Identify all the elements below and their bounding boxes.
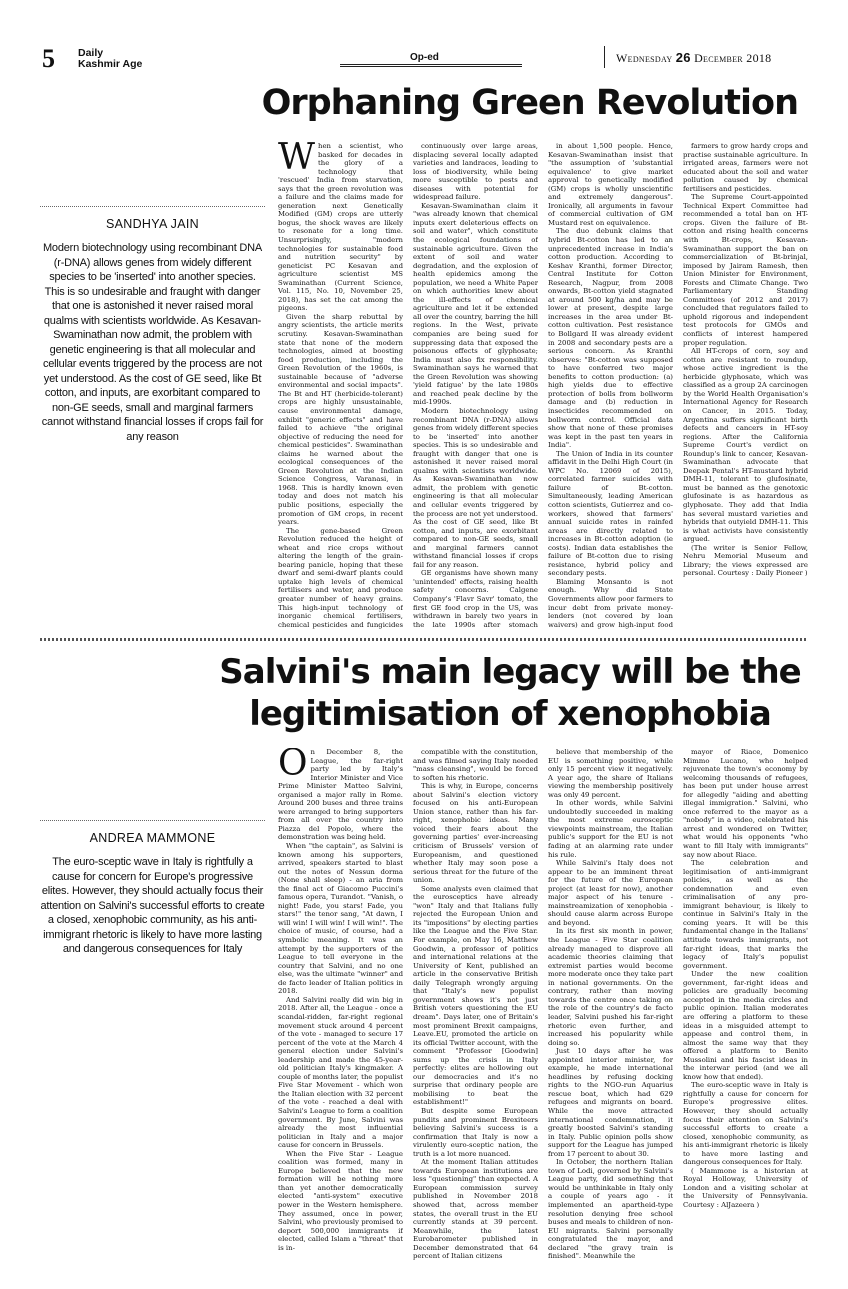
newspaper-name-line2: Kashmir Age <box>78 58 143 70</box>
body-paragraph: All HT-crops of corn, soy and cotton are resistant to roundup, whose active ingredient is the herbicide glyphosate, which was classified as a group 2A carcinogen by the World Health Organisation's International Agency for Research on Cancer, in 2015. Today, Argentina suffers significant birth defects and cancers in HT-soy regions. After the California Supreme Court's verdict on Roundup's link to cancer, Kesavan-Swaminathan advocate that Deepak Pental's HT-mustard hybrid DMH-11, tolerant to glufosinate, must be banned as the genotoxic glufosinate is as hazardous as glyphosate. They add that India has several mustard varieties and hybrids that outyield DMH-11. This is what activists have consistently argued. <box>683 347 808 544</box>
issue-year: 2018 <box>746 51 772 65</box>
article1-author: SANDHYA JAIN <box>106 217 199 231</box>
article2-dropcap: O <box>278 748 308 784</box>
body-paragraph: While Salvini's Italy does not appear to be an imminent threat for the future of the European project (at least for now), another major aspect of his tenure - mainstreamization of xenophobia - should cause alarm across Europe and beyond. <box>548 859 673 927</box>
body-paragraph: believe that membership of the EU is something positive, while only 15 percent view it negatively. A year ago, the share of Italians viewing the membership positively was only 49 percent. <box>548 748 673 799</box>
body-paragraph: Blaming Monsanto is not enough. Why did State Governments allow poor farmers to incur debt from private money-lenders (not covered by loan waivers) and grow high-input food <box>548 577 673 629</box>
body-paragraph: in about 1,500 people. Hence, Kesavan-Swaminathan insist that "the assumption of 'substantial equivalence' to give market approval to genetically modified (GM) crops is wholly unscientific and extremely dangerous". Ironically, all arguments in favour of commercial cultivation of GM Mustard rest on equivalence. <box>548 142 673 227</box>
article2-column <box>278 748 403 1276</box>
article1-deck: Modern biotechnology using recombinant DNA (r-DNA) allows genes from widely different species to be 'inserted' into another species. This is so undesirable and fraught with danger that one is astonished it never raised moral qualms with scientists worldwide. As Kesavan-Swaminathan now admit, the problem with genetic engineering is that all molecular and cellular events triggered by the process are not yet understood. As the cost of GE seed, like Bt cotton, and inputs, are exorbitant compared to non-GE seeds, small and marginal farmers cannot withstand financial losses if crops fail for any reason <box>41 242 264 443</box>
body-paragraph: When "the captain", as Salvini is known among his supporters, arrived, speakers started to blast out the notes of Nessun dorma (None shall sleep) - an aria from the final act of Giacomo Puccini's famous opera, Turandot. "Vanish, o night! Fade, you stars! Fade, you stars!" the tenor sang, "At dawn, I will win! I will win! I will win!". The choice of music, of course, had a symbolic meaning. It was an attempt by the supporters of the League to tell everyone in the country that Salvini, and no one else, was the ultimate "winner" and de facto leader of Italian politics in 2018. <box>278 842 403 996</box>
body-paragraph: The gene-based Green Revolution reduced the height of wheat and rice crops without altering the length of the grain-bearing panicle, hoping that these dwarf and semi-dwarf plants could uptake high levels of chemical fertilisers and water, and produce greater number of heavy grains. This high-input technology of inorganic chemical fertilisers, chemical pesticides and fungicides <box>278 526 403 629</box>
body-paragraph: In its first six month in power, the League - Five Star coalition already managed to disprove all academic theories claiming that extremist parties would become more moderate once they take part in national governments. On the contrary, rather than moving towards the centre once taking on the role of the country's de facto leader, Salvini pushed his far-right rhetoric even further, and increased his popularity while doing so. <box>548 927 673 1047</box>
body-paragraph: Given the sharp rebuttal by angry scientists, the article merits scrutiny. Kesavan-Swaminathan state that none of the modern technologies, aimed at boosting food production, including the Green Revolution of the 1960s, is sustainable because of "adverse environmental and social impacts". The Bt and HT (herbicide-tolerant) crops are highly unsustainable, cause environmental damage, exhibit "generic effects" and have failed to achieve "the original objective of reducing the need for chemical pesticides". Swaminathan claims he warned about the ecological consequences of the Green Revolution at the Indian Science Congress, Varanasi, in 1968. This is hardly known even today and does not match his public positions, especially the promotion of GM crops, in recent years. <box>278 312 403 527</box>
body-paragraph: On December 8, the League, the far-right party led by Italy's Interior Minister and Vice Prime Minister Matteo Salvini, organised a major rally in Rome. Around 200 buses and three trains were arranged to bring supporters from all over the country into Piazza del Popolo, where the demonstration was being held. <box>278 748 403 842</box>
masthead <box>40 44 808 76</box>
body-paragraph: The euro-sceptic wave in Italy is rightfully a cause for concern for Europe's progressive elites. However, they should actually focus their attention on Salvini's successful efforts to create a closed, xenophobic community, as his anti-immigrant rhetoric is likely to have more lasting and dangerous consequences for Italy. <box>683 1081 808 1167</box>
body-paragraph: The Supreme Court-appointed Technical Expert Committee had recommended a total ban on HT-crops. Given the failure of Bt-cotton and rising health concerns with Bt-crops, Kesavan-Swaminathan support the ban on commercialization of Bt-brinjal, imposed by Jairam Ramesh, then Union Minister for Environment, Forests and Climate Change. Two Parliamentary Standing Committees (of 2012 and 2017) concluded that regulators failed to uphold rigorous and independent test protocols for GMOs and conflicts of interest hampered proper regulation. <box>683 193 808 347</box>
article1-body <box>278 142 808 630</box>
page-number: 5 <box>42 44 55 73</box>
issue-month: December <box>694 51 743 65</box>
body-paragraph: mayor of Riace, Domenico Mimmo Lucano, who helped rejuvenate the town's economy by welcoming thousands of refugees, has been put under house arrest for allegedly "aiding and abetting illegal immigration." Salvini, who once referred to the mayor as a "nobody" in a video, celebrated his arrest and wondered on Twitter, what would his opponents "who want to fill Italy with immigrants" say now about Riace. <box>683 748 808 859</box>
body-paragraph: The celebration and legitimisation of anti-immigrant policies, as well as the condemnation and even criminalisation of any pro-immigrant behaviour, is likely to continue in Salvini's Italy in the coming years. It will be this fundamental change in the Italians' attitude towards immigrants, not far-right ideas, that marks the legacy of Italy's populist government. <box>683 859 808 970</box>
body-paragraph: Just 10 days after he was appointed interior minister, for example, he made international headlines by refusing docking rights to the NGO-run Aquarius rescue boat, which had 629 refugees and migrants on board. While the move attracted international condemnation, it greatly boosted Salvini's standing in Italy. Public opinion polls show support for the League has jumped from 17 percent to about 30. <box>548 1047 673 1158</box>
body-paragraph: compatible with the constitution, and was filmed saying Italy needed "mass cleansing", would be forced to soften his rhetoric. <box>413 748 538 782</box>
article2-column <box>548 748 673 1276</box>
body-paragraph: In other words, while Salvini undoubtedly succeeded in making the most extreme eurosceptic viewpoints mainstream, the Italian public's support for the EU is not fading at an alarming rate under his rule. <box>548 799 673 859</box>
newspaper-name <box>78 48 142 70</box>
article2-deck: The euro-sceptic wave in Italy is rightfully a cause for concern for Europe's progressive elites. However, they should actually focus their attention on Salvini's successful efforts to create a closed, xenophobic community, as his anti-immigrant rhetoric is likely to have more lasting and dangerous consequences for Italy <box>40 856 265 955</box>
issue-day: 26 <box>675 50 691 65</box>
masthead-divider <box>604 46 605 68</box>
article2-sidebar <box>40 820 265 957</box>
body-paragraph: But despite some European pundits and prominent Brexiteers believing Salvini's success is a confirmation that Italy is now a virulently euro-sceptic nation, the truth is a lot more nuanced. <box>413 1106 538 1158</box>
section-label: Op-ed <box>410 52 439 63</box>
article1-column <box>683 142 808 630</box>
article2-author: ANDREA MAMMONE <box>89 831 216 845</box>
body-paragraph: When a scientist, who basked for decades in the glory of a technology that 'rescued' India from starvation, says that the green revolution was a failure and the claims made for generation next Genetically Modified (GM) crops are utterly bogus, the shock waves are likely to resonate for a long time. Unsurprisingly, "modern technologies for sustainable food and nutrition security" by geneticist PC Kesavan and agriculture scientist MS Swaminathan (Current Science, Vol. 115, No. 10, November 25, 2018), has set the cat among the pigeons. <box>278 142 403 313</box>
author-rule <box>40 820 265 821</box>
issue-date <box>616 50 771 66</box>
article-divider <box>40 638 808 641</box>
body-paragraph: Modern biotechnology using recombinant DNA (r-DNA) allows genes from widely different species to be 'inserted' into another species. This is so undesirable and fraught with danger that one is astonished it never raised moral qualms with scientists worldwide. As Kesavan-Swaminathan now admit, the problem with genetic engineering is that all molecular and cellular events triggered by the process are not yet understood. As the cost of GE seed, like Bt cotton, and inputs, are exorbitant compared to non-GE seeds, small and marginal farmers cannot withstand financial losses if crops fail for any reason. <box>413 406 538 569</box>
body-paragraph: And Salvini really did win big in 2018. After all, the League - once a scandal-ridden, far-right regional movement stuck around 4 percent of the vote - managed to secure 17 percent of the vote at the March 4 general election under Salvini's leadership and made the 45-year-old politician Italy's kingmaker. A couple of months later, the populist Five Star Movement - which won the Italian election with 32 percent of the vote - reached a deal with Salvini's League to form a coalition government. By June, Salvini was already the most influential politician in Italy and a major cause for concern in Brussels. <box>278 995 403 1150</box>
author-rule <box>40 206 265 207</box>
article1-column <box>413 142 538 630</box>
article1-sidebar <box>40 206 265 444</box>
newspaper-name-line1: Daily <box>78 47 104 59</box>
article2-body <box>278 748 808 1276</box>
body-paragraph: farmers to grow hardy crops and practise sustainable agriculture. In irrigated areas, farmers were not educated about the soil and water pollution caused by chemical fertilisers and pesticides. <box>683 142 808 193</box>
article1-column <box>278 142 403 630</box>
body-paragraph: Kesavan-Swaminathan claim it "was already known that chemical inputs exert deleterious effects on soil and water", which constitute the ecological foundations of sustainable agriculture. Given the extent of soil and water degradation, and the explosion of health epidemics among the population, we need a White Paper on which authorities knew about the ill-effects of chemical agriculture and let it be extended all over the country, barring the hill regions. In the West, private companies are being sued for suppressing data that exposed the poisonous effects of glyphosate; India must also fix responsibility. Swaminathan says he warned that the Green Revolution was showing 'yield fatigue' by the late 1980s and reached peak decline by the mid-1990s. <box>413 201 538 407</box>
body-paragraph: The Union of India in its counter affidavit in the Delhi High Court (in WPC No. 12069 of 2015), correlated farmer suicides with failure of Bt-cotton. Simultaneously, leading American cotton scientists, Gutierrez and co-workers, showed that farmers' annual suicide rates in rainfed areas are directly related to increases in Bt-cotton adoption (ie costs). Indian data establishes the failure of Bt-cotton due to rising resistance, hybrid policy and secondary pests. <box>548 449 673 578</box>
body-paragraph: continuously over large areas, displacing several locally adapted varieties and landraces, leading to loss of biodiversity, while being more susceptible to pests and diseases with potential for widespread failure. <box>413 142 538 202</box>
body-paragraph: Under the new coalition government, far-right ideas and policies are gradually becoming accepted in the media circles and public opinion. Italian moderates are offering a platform to these ideas in a misguided attempt to appease and control them, in almost the same way that they offered a platform to Benito Mussolini and his fascist ideas in the interwar period (and we all know how that ended). <box>683 970 808 1081</box>
body-paragraph: In October, the northern Italian town of Lodi, governed by Salvini's League party, did something that would be unthinkable in Italy only a couple of years ago - it implemented an apartheid-type resolution denying free school buses and meals to children of non-EU migrants. Salvini personally congratulated the mayor, and declared "the gravy train is finished". Meanwhile the <box>548 1158 673 1261</box>
body-paragraph: When the Five Star - League coalition was formed, many in Europe believed that the new formation will be nothing more than yet another democratically elected "anti-system" executive power in the Western hemisphere. They assumed, once in power, Salvini, who previously promised to deport 500,000 immigrants if elected, called Islam a "threat" that is in- <box>278 1149 403 1252</box>
body-paragraph: This is why, in Europe, concerns about Salvini's election victory focused on his anti-European Union stance, rather than his far-right, xenophobic ideas. Many voiced their fears about the governing parties' ever-increasing criticism of Brussels' version of Europeanism, and questioned whether Italy may soon pose a serious threat for the future of the union. <box>413 782 538 885</box>
body-paragraph: (The writer is Senior Fellow, Nehru Memorial Museum and Library; the views expressed are personal. Courtesy : Daily Pioneer ) <box>683 543 808 578</box>
article1-dropcap: W <box>278 142 316 178</box>
body-paragraph: GE organisms have shown many 'unintended' effects, raising health safety concerns. Calgene Company's 'Flavr Savr' tomato, the first GE food crop in the US, was withdrawn in barely two years in the late 1990s after stomach <box>413 569 538 629</box>
body-paragraph: At the moment Italian attitudes towards European institutions are less "questioning" than expected. A European commission survey published in November 2018 showed that, across member states, the overall trust in the EU currently stands at 39 percent. Meanwhile, the latest Eurobarometer published in December demonstrated that 64 percent of Italian citizens <box>413 1158 538 1261</box>
article2-headline: Salvini's main legacy will be the legitimisation of xenophobia <box>219 652 801 734</box>
article1-headline: Orphaning Green Revolution <box>261 83 798 123</box>
body-paragraph: Some analysts even claimed that the eurosceptics have already "won" Italy and that Italians fully rejected the European Union and its "impositions" by electing parties like the League and the Five Star. For example, on May 16, Matthew Goodwin, a professor of politics and international relations at the University of Kent, published an article in the conservative British daily Telegraph wrongly arguing that "Italy's new populist government shows it's not just British voters questioning the EU dream". Days later, one of Britain's most prominent Brexit campaigns, Leave.EU, promoted the article on its official Twitter account, with the comment "Professor [Goodwin] sums up the crisis in Italy perfectly: elites are hollowing out our democracies and it's no surprise that ordinary people are mobilising to beat the establishment!" <box>413 884 538 1107</box>
issue-weekday: Wednesday <box>616 51 673 65</box>
body-paragraph: ( Mammone is a historian at Royal Holloway, University of London and a visiting scholar at the University of Pennsylvania. Courtesy : AlJazeera ) <box>683 1166 808 1209</box>
article2-column <box>413 748 538 1276</box>
article2-column <box>683 748 808 1276</box>
body-paragraph: The duo debunk claims that hybrid Bt-cotton has led to an unprecedented increase in India's cotton production. According to Keshav Kranthi, former Director, Central Institute for Cotton Research, Nagpur, from 2008 onwards, Bt-cotton yield stagnated at around 500 kg/ha and may be lower at present, despite large increases in the area under Bt-cotton cultivation. Pest resistance to Bollgard II was already evident in 2008 and secondary pests are a serious concern. As Kranthi observes: "Bt-cotton was supposed to have conferred two major benefits to cotton production: (a) high yields due to effective protection of bolls from bollworm damage and (b) reduction in insecticides recommended on bollworm control. Official data show that none of these promises was kept in the past ten years in India". <box>548 227 673 450</box>
article1-column <box>548 142 673 630</box>
section-underline <box>340 64 522 67</box>
